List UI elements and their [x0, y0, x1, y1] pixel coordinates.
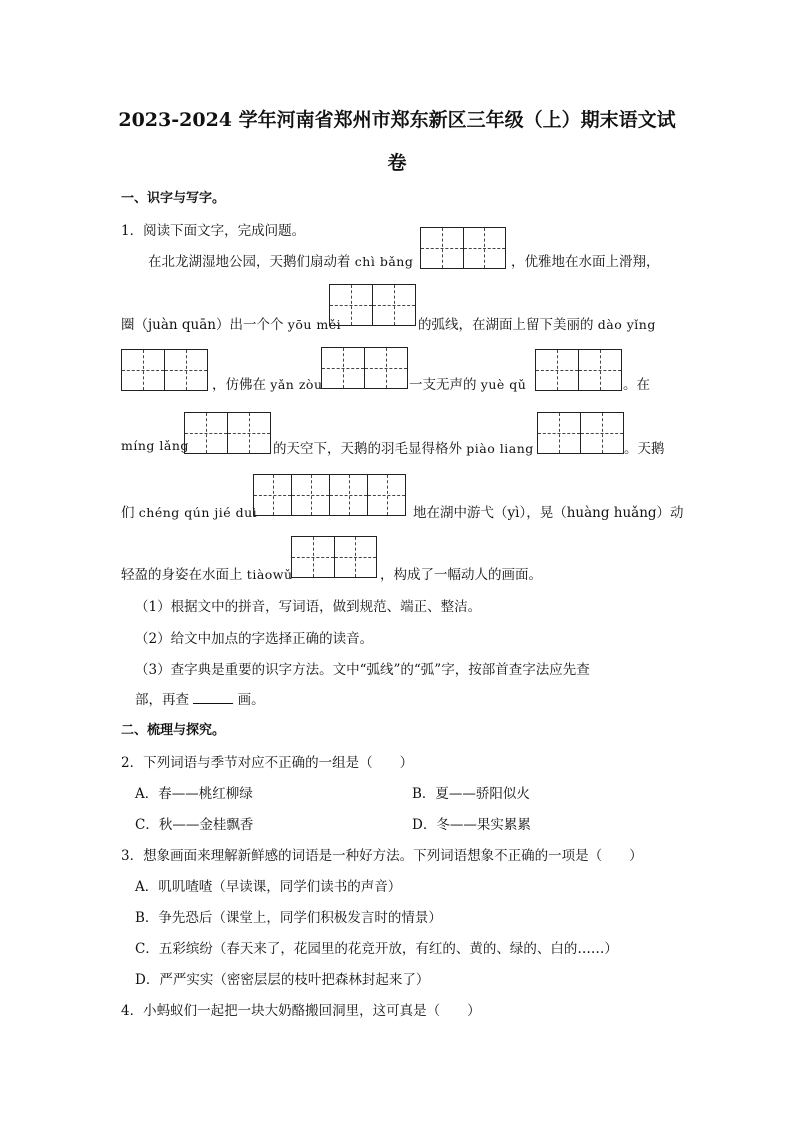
question-3-option-b[interactable]: B．争先恐后（课堂上，同学们积极发言时的情景）: [135, 910, 442, 926]
passage-text: 地在湖中游弋（yì），晃（huàng huǎng）动: [413, 505, 684, 521]
pinyin-youmei: yōu měi: [287, 317, 342, 332]
pinyin-piaoliang: piào liang: [466, 441, 534, 456]
passage-text: 。天鹅: [624, 441, 665, 457]
passage-text: 轻盈的身姿在水面上: [121, 567, 243, 583]
passage-text: 圈（juàn quān）出一个个: [121, 317, 284, 333]
section-heading-1: 一、识字与写字。: [121, 191, 226, 206]
writing-grid-youmei[interactable]: [329, 284, 416, 326]
writing-grid-daoying[interactable]: [121, 349, 208, 391]
question-3-option-d[interactable]: D．严严实实（密密层层的枝叶把森林封起来了）: [135, 972, 430, 988]
pinyin-chengqunjiedui: chéng qún jié duì: [138, 505, 258, 520]
writing-grid-chibang[interactable]: [420, 227, 506, 269]
passage-text: 们: [121, 505, 135, 521]
question-1-stem: 1．阅读下面文字，完成问题。: [121, 223, 306, 239]
sub3-text: 画。: [237, 692, 265, 708]
passage-text: ，优雅地在水面上滑翔，: [511, 254, 660, 270]
writing-grid-minglang[interactable]: [184, 412, 271, 454]
question-3-option-c[interactable]: C．五彩缤纷（春天来了，花园里的花竞开放，有红的、黄的、绿的、白的……）: [135, 941, 618, 957]
pinyin-minglang: míng lǎng: [121, 438, 189, 453]
question-2-option-d[interactable]: D．冬——果实累累: [412, 817, 531, 833]
question-3-stem: 3．想象画面来理解新鲜感的词语是一种好方法。下列词语想象不正确的一项是（ ）: [121, 848, 643, 864]
question-2-option-c[interactable]: C．秋——金桂飘香: [135, 817, 254, 833]
passage-text: 在北龙湖湿地公园，天鹅们扇动着: [148, 254, 351, 270]
question-2-stem: 2．下列词语与季节对应不正确的一组是（ ）: [121, 755, 414, 771]
pinyin-yanzou: yǎn zòu: [270, 377, 323, 392]
passage-line-4a: [273, 437, 534, 457]
passage-text: 一支无声的: [409, 377, 477, 393]
answer-blank[interactable]: [193, 691, 233, 704]
question-1-sub3a: （3）查字典是重要的识字方法。文中“弧线”的“弧”字，按部首查字法应先查: [135, 662, 590, 678]
writing-grid-chengqunjiedui[interactable]: [253, 474, 406, 516]
question-2-option-a[interactable]: A．春——桃红柳绿: [135, 786, 253, 802]
pinyin-tiaowu: tiàowǔ: [246, 567, 293, 582]
pinyin-daoying: dào yǐng: [597, 317, 656, 332]
question-1-sub2: （2）给文中加点的字选择正确的读音。: [135, 631, 374, 647]
writing-grid-piaoliang[interactable]: [537, 412, 624, 454]
passage-line-2: [121, 313, 341, 333]
writing-grid-yuequ[interactable]: [535, 349, 622, 391]
question-3-option-a[interactable]: A．叽叽喳喳（早读课，同学们读书的声音）: [135, 879, 402, 895]
pinyin-yuequ: yuè qǔ: [480, 377, 527, 392]
passage-text: ，构成了一幅动人的画面。: [380, 567, 542, 583]
passage-text: 。在: [623, 377, 650, 393]
document-title-line2: 卷: [387, 152, 407, 174]
passage-text: ，仿佛在: [212, 377, 266, 393]
question-1-sub3b: [135, 688, 265, 708]
question-1-sub1: （1）根据文中的拼音，写词语，做到规范、端正、整洁。: [135, 599, 482, 615]
question-4-stem: 4．小蚂蚁们一起把一块大奶酪搬回洞里，这可真是（ ）: [121, 1003, 481, 1019]
sub3-text: 部，再查: [135, 692, 189, 708]
passage-text: 的弧线，在湖面上留下美丽的: [418, 317, 594, 333]
passage-line-2b: [418, 313, 656, 333]
passage-line-6a: [121, 563, 293, 583]
pinyin-chibang: chì bǎng: [354, 254, 414, 269]
question-2-option-b[interactable]: B．夏——骄阳似火: [412, 786, 530, 802]
writing-grid-yanzou[interactable]: [321, 347, 408, 389]
section-heading-2: 二、梳理与探究。: [121, 723, 226, 738]
passage-line-1: [148, 250, 413, 270]
passage-line-3b: [409, 373, 526, 393]
passage-line-3a: [212, 373, 323, 393]
passage-text: 的天空下，天鹅的羽毛显得格外: [273, 441, 462, 457]
writing-grid-tiaowu[interactable]: [291, 536, 377, 578]
passage-line-5a: [121, 501, 257, 521]
document-title-line1: 2023-2024 学年河南省郑州市郑东新区三年级（上）期末语文试: [118, 109, 676, 131]
